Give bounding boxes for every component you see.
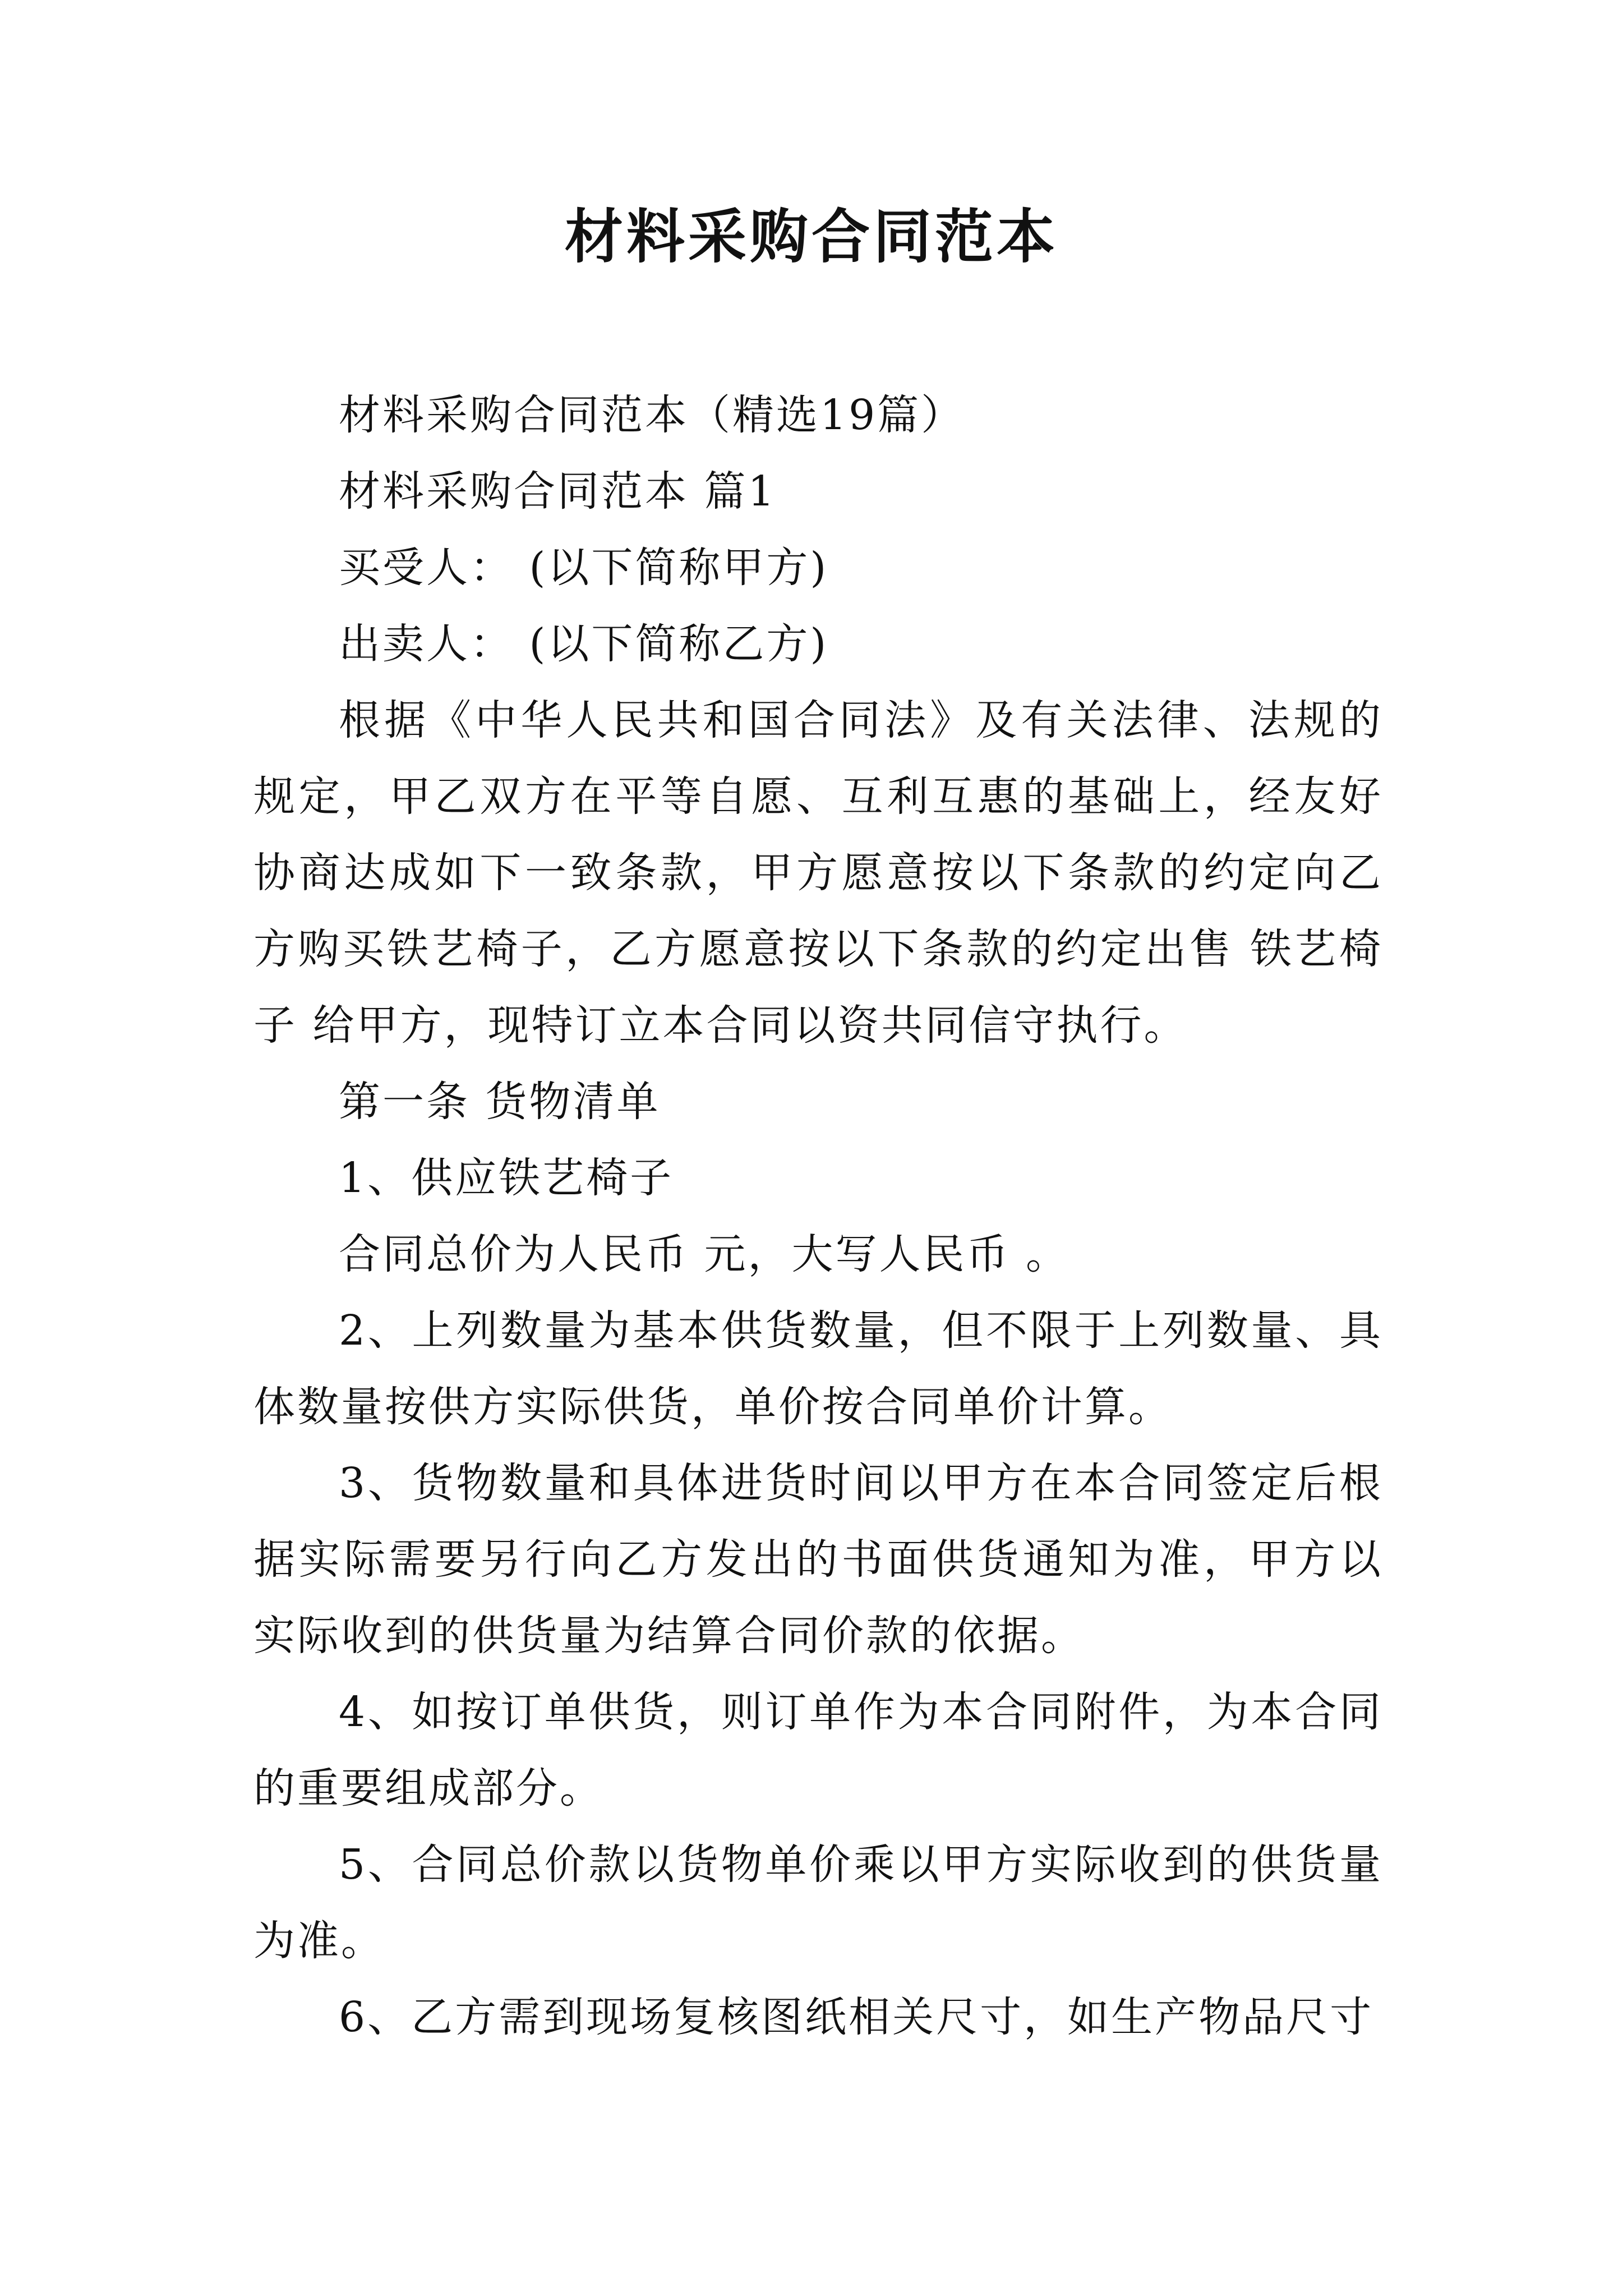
document-title: 材料采购合同范本 (564, 202, 1058, 271)
paragraph-clause-5: 5、合同总价款以货物单价乘以甲方实际收到的供货量为准。 (253, 1841, 1383, 1965)
paragraph-section-heading: 材料采购合同范本 篇1 (339, 467, 777, 516)
paragraph-subtitle: 材料采购合同范本（精选19篇） (339, 391, 965, 439)
paragraph-clause-4: 4、如按订单供货，则订单作为本合同附件，为本合同的重要组成部分。 (253, 1688, 1383, 1812)
paragraph-clause-2: 2、上列数量为基本供货数量，但不限于上列数量、具体数量按供方实际供货，单价按合同单价计算。 (253, 1306, 1383, 1431)
paragraph-article-1-heading: 第一条 货物清单 (339, 1078, 661, 1126)
paragraph-clause-6: 6、乙方需到现场复核图纸相关尺寸，如生产物品尺寸 (339, 1993, 1374, 2041)
paragraph-total-price: 合同总价为人民币 元，大写人民币 。 (339, 1230, 1070, 1278)
paragraph-preamble: 根据《中华人民共和国合同法》及有关法律、法规的规定，甲乙双方在平等自愿、互利互惠的基础上，经友好协商达成如下一致条款，甲方愿意按以下条款的约定向乙方购买铁艺椅子，乙方愿意按以下条款的约定出售 铁艺椅子 给甲方，现特订立本合同以资共同信守执行。 (253, 696, 1383, 1050)
paragraph-clause-1: 1、供应铁艺椅子 (339, 1154, 674, 1202)
document-body (253, 377, 1383, 2055)
paragraph-buyer: 买受人： (以下简称甲方) (339, 544, 829, 592)
paragraph-clause-3: 3、货物数量和具体进货时间以甲方在本合同签定后根据实际需要另行向乙方发出的书面供货通知为准，甲方以实际收到的供货量为结算合同价款的依据。 (253, 1459, 1383, 1660)
paragraph-seller: 出卖人： (以下简称乙方) (339, 620, 829, 668)
